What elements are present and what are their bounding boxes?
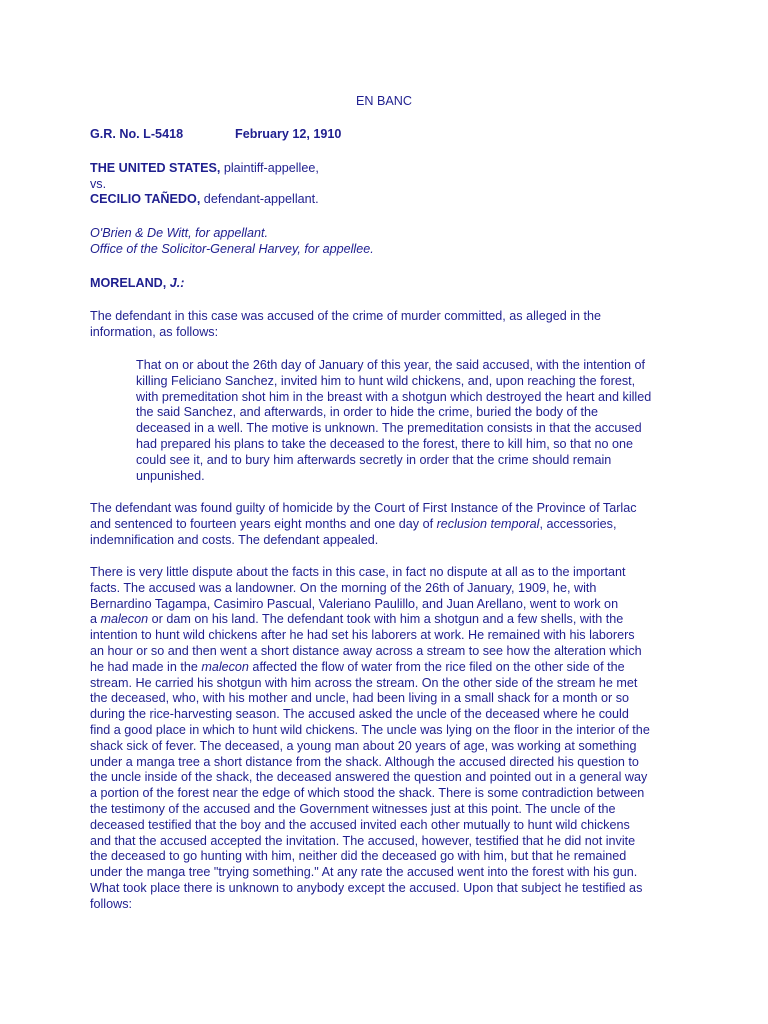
paragraph-line: Bernardino Tagampa, Casimiro Pascual, Valeriano Paulillo, and Juan Arellano, went to work on bbox=[90, 596, 619, 611]
quote-line: killing Feliciano Sanchez, invited him to hunt wild chickens, and, upon reaching the forest, bbox=[136, 373, 636, 388]
paragraph-line: facts. The accused was a landowner. On the morning of the 26th of January, 1909, he, with bbox=[90, 580, 597, 595]
counsel-appellee: Office of the Solicitor-General Harvey, for appellee. bbox=[90, 242, 374, 256]
plaintiff-line bbox=[90, 161, 319, 177]
paragraph-line: the uncle inside of the shack, the deceased answered the question and pointed out in a general way bbox=[90, 770, 648, 785]
malecon-term: malecon bbox=[201, 659, 249, 674]
counsel-appellant: O'Brien & De Witt, for appellant. bbox=[90, 226, 268, 240]
paragraph-line: information, as follows: bbox=[90, 324, 219, 339]
paragraph-line bbox=[90, 517, 686, 533]
case-number: G.R. No. L-5418 bbox=[90, 127, 184, 141]
sentence-text: , accessories, bbox=[539, 516, 617, 531]
paragraph-line: intention to hunt wild chickens after he had set his laborers at work. He remained with his laborers bbox=[90, 628, 635, 643]
quote-line: That on or about the 26th day of January of this year, the said accused, with the intention of bbox=[136, 358, 645, 372]
paragraph-line: The defendant in this case was accused of the crime of murder committed, as alleged in the bbox=[90, 309, 602, 323]
paragraph-line: during the rice-harvesting season. The accused asked the uncle of the deceased where he could bbox=[90, 707, 629, 722]
paragraph-line: the deceased to go hunting with him, neither did the deceased go with him, but that he remained bbox=[90, 849, 627, 864]
ponente-suffix: J.: bbox=[166, 276, 185, 290]
paragraph-line: under a manga tree a short distance from the shack. Although the accused directed his question to bbox=[90, 754, 639, 769]
paragraph-line: the deceased, who, with his mother and uncle, had been living in a small shack for a month or so bbox=[90, 691, 630, 706]
line-text: affected the flow of water from the rice filed on the other side of the bbox=[248, 659, 625, 674]
quote-line: unpunished. bbox=[136, 468, 205, 483]
defendant-name: CECILIO TAÑEDO, bbox=[90, 192, 201, 206]
paragraph-3 bbox=[90, 565, 686, 913]
paragraph-line: the testimony of the accused and the Government witnesses just at this point. The uncle of the bbox=[90, 801, 616, 816]
paragraph-line: indemnification and costs. The defendant appealed. bbox=[90, 532, 379, 547]
paragraph-line: There is very little dispute about the facts in this case, in fact no dispute at all as to the important bbox=[90, 565, 626, 579]
paragraph-line: a portion of the forest near the edge of which stood the shack. There is some contradiction between bbox=[90, 786, 645, 801]
paragraph-line: find a good place in which to hunt wild chickens. The uncle was lying on the floor in the interior of the bbox=[90, 722, 650, 737]
paragraph-1 bbox=[90, 309, 686, 341]
defendant-line bbox=[90, 192, 319, 208]
line-text: a bbox=[90, 612, 101, 627]
paragraph-line: The defendant was found guilty of homicide by the Court of First Instance of the Province of Tarlac bbox=[90, 501, 637, 515]
defendant-role: defendant-appellant. bbox=[200, 192, 319, 206]
paragraph-line: shack sick of fever. The deceased, a young man about 20 years of age, was working at something bbox=[90, 738, 637, 753]
paragraph-line: and that the accused accepted the invitation. The accused, however, testified that he did not invite bbox=[90, 833, 636, 848]
paragraph-line: What took place there is unknown to anybody except the accused. Upon that subject he testified as bbox=[90, 880, 643, 895]
paragraph-line: stream. He carried his shotgun with him across the stream. On the other side of the stream he met bbox=[90, 675, 638, 690]
paragraph-2 bbox=[90, 501, 686, 548]
plaintiff-name: THE UNITED STATES, bbox=[90, 161, 221, 175]
line-text: or dam on his land. The defendant took with him a shotgun and a few shells, with the bbox=[148, 612, 624, 627]
division-heading: EN BANC bbox=[356, 94, 412, 108]
quote-line: had prepared his plans to take the deceased to the forest, there to kill him, so that no one bbox=[136, 436, 634, 451]
paragraph-line: an hour or so and then went a short distance away across a stream to see how the alteration which bbox=[90, 643, 642, 658]
quote-line: with premeditation shot him in the breast with a shotgun which destroyed the heart and killed bbox=[136, 389, 652, 404]
quote-line: deceased in a well. The motive is unknown. The premeditation consists in that the accused bbox=[136, 421, 642, 436]
quote-line: could see it, and to bury him afterwards secretly in order that the crime should remain bbox=[136, 452, 612, 467]
versus-label: vs. bbox=[90, 177, 107, 191]
paragraph-line bbox=[90, 612, 686, 628]
decision-date: February 12, 1910 bbox=[235, 127, 342, 141]
paragraph-line: under the manga tree "trying something." At any rate the accused went into the forest with his gun. bbox=[90, 865, 638, 880]
ponente-name: MORELAND, bbox=[90, 276, 167, 290]
plaintiff-role: plaintiff-appellee, bbox=[220, 161, 319, 175]
quote-line: the said Sanchez, and afterwards, in order to hide the crime, buried the body of the bbox=[136, 405, 599, 420]
malecon-term: malecon bbox=[100, 612, 149, 627]
paragraph-line bbox=[90, 660, 686, 676]
information-quote bbox=[136, 358, 676, 484]
line-text: he had made in the bbox=[90, 659, 202, 674]
paragraph-line: deceased testified that the boy and the accused invited each other mutually to hunt wild chickens bbox=[90, 817, 630, 832]
paragraph-line: follows: bbox=[90, 896, 132, 911]
sentence-text: and sentenced to fourteen years eight months and one day of bbox=[90, 516, 437, 531]
penalty-term: reclusion temporal bbox=[436, 516, 540, 531]
ponente-line bbox=[90, 276, 184, 292]
